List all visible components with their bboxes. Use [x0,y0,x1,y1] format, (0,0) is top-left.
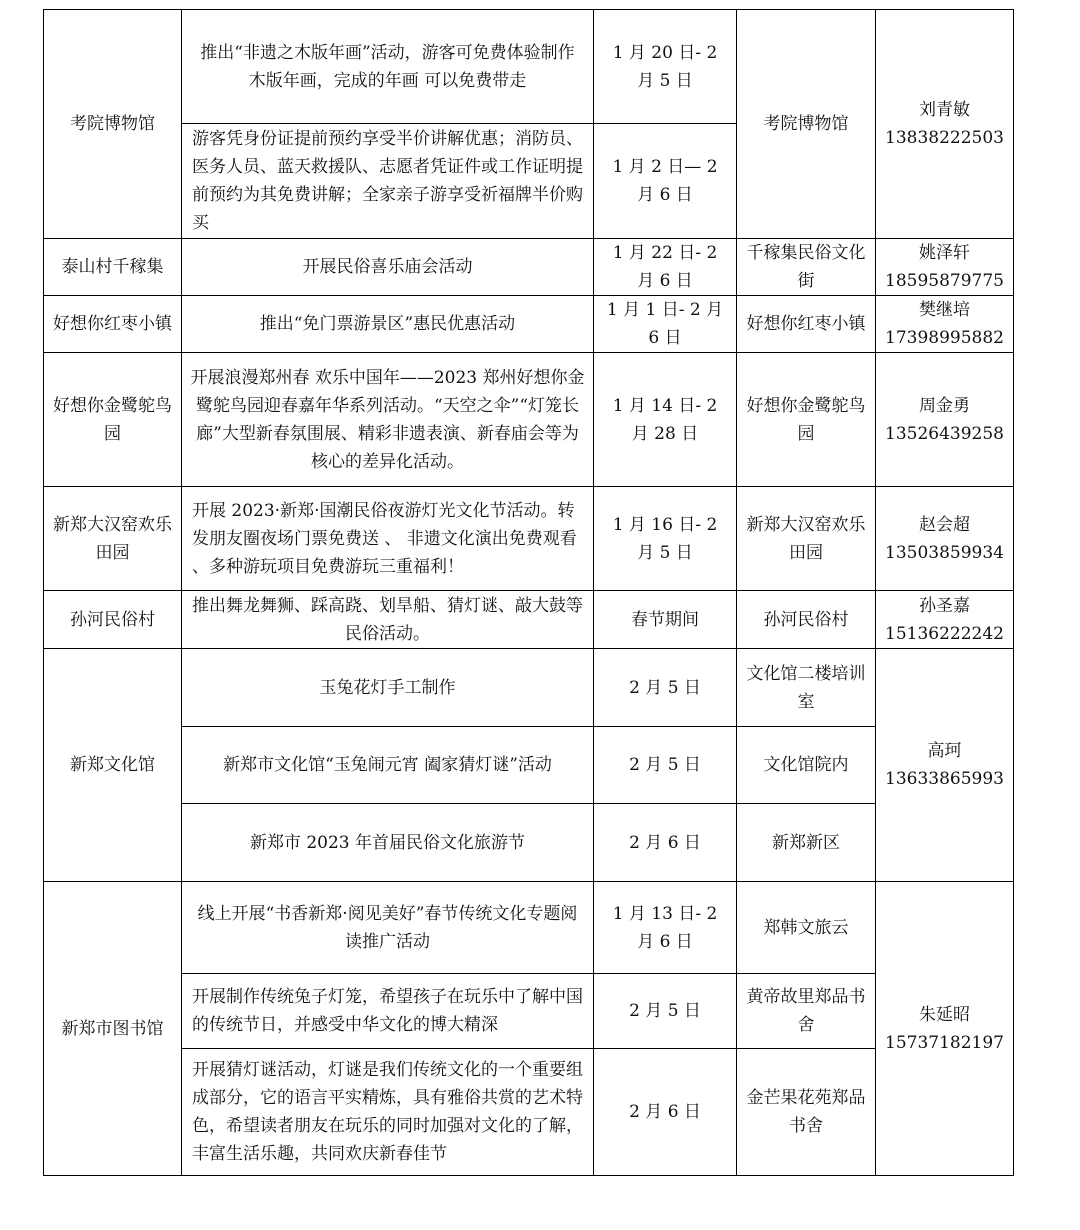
table-row [44,649,1014,727]
activity-cell: 推出舞龙舞狮、踩高跷、划旱船、猜灯谜、敲大鼓等民俗活动。 [182,591,594,649]
activity-cell: 新郑市 2023 年首届民俗文化旅游节 [182,804,594,882]
contact-name: 孙圣嘉 [919,595,970,616]
date-cell: 1 月 2 日— 2 月 6 日 [594,124,737,239]
place-cell: 千稼集民俗文化街 [737,239,876,296]
activity-cell: 线上开展“书香新郑·阅见美好”春节传统文化专题阅读推广活动 [182,882,594,974]
place-cell: 金芒果花苑郑品书舍 [737,1049,876,1176]
activity-cell: 玉兔花灯手工制作 [182,649,594,727]
table-row [44,239,1014,296]
place-cell: 郑韩文旅云 [737,882,876,974]
place-cell: 文化馆院内 [737,727,876,804]
table-row [44,296,1014,353]
table-row [44,10,1014,124]
contact-cell [876,239,1014,296]
date-cell: 1 月 22 日- 2 月 6 日 [594,239,737,296]
contact-phone: 13503859934 [885,542,1004,563]
contact-cell [876,296,1014,353]
date-cell: 2 月 5 日 [594,649,737,727]
table-row [44,804,1014,882]
date-cell: 1 月 20 日- 2 月 5 日 [594,10,737,124]
activity-cell: 开展制作传统兔子灯笼，希望孩子在玩乐中了解中国的传统节日，并感受中华文化的博大精深 [182,974,594,1049]
activity-cell: 开展猜灯谜活动，灯谜是我们传统文化的一个重要组成部分，它的语言平实精炼，具有雅俗共赏的艺术特色，希望读者朋友在玩乐的同时加强对文化的了解，丰富生活乐趣，共同欢庆新春佳节 [182,1049,594,1176]
activity-table [43,9,1014,1176]
contact-name: 周金勇 [919,395,970,416]
venue-cell: 新郑市图书馆 [44,882,182,1176]
table-row [44,487,1014,591]
contact-cell [876,591,1014,649]
date-cell: 2 月 6 日 [594,1049,737,1176]
date-cell: 2 月 5 日 [594,727,737,804]
place-cell: 孙河民俗村 [737,591,876,649]
contact-cell [876,882,1014,1176]
place-cell: 考院博物馆 [737,10,876,239]
contact-name: 高珂 [927,741,962,761]
contact-cell [876,487,1014,591]
date-cell: 2 月 6 日 [594,804,737,882]
contact-phone: 18595879775 [885,271,1004,291]
table-row [44,974,1014,1049]
table-row [44,353,1014,487]
contact-phone: 15737182197 [885,1032,1004,1053]
venue-cell: 新郑大汉窑欢乐田园 [44,487,182,591]
contact-phone: 15136222242 [885,623,1004,644]
table-row [44,1049,1014,1176]
place-cell: 好想你红枣小镇 [737,296,876,353]
contact-name: 朱延昭 [919,1004,970,1025]
place-cell: 文化馆二楼培训室 [737,649,876,727]
contact-name: 赵会超 [919,514,970,535]
contact-phone: 13838222503 [885,128,1004,148]
place-cell: 新郑大汉窑欢乐田园 [737,487,876,591]
date-cell: 2 月 5 日 [594,974,737,1049]
activity-cell: 推出“非遗之木版年画”活动，游客可免费体验制作 木版年画，完成的年画 可以免费带走 [182,10,594,124]
place-cell: 好想你金鹭鸵鸟园 [737,353,876,487]
place-cell: 新郑新区 [737,804,876,882]
contact-phone: 13526439258 [885,423,1004,444]
contact-cell [876,353,1014,487]
date-cell: 1 月 16 日- 2 月 5 日 [594,487,737,591]
venue-cell: 好想你红枣小镇 [44,296,182,353]
contact-cell [876,649,1014,882]
venue-cell: 好想你金鹭鸵鸟园 [44,353,182,487]
venue-cell: 泰山村千稼集 [44,239,182,296]
contact-name: 姚泽轩 [919,243,970,263]
activity-cell: 新郑市文化馆“玉兔闹元宵 阖家猜灯谜”活动 [182,727,594,804]
date-cell: 1 月 13 日- 2 月 6 日 [594,882,737,974]
place-cell: 黄帝故里郑品书舍 [737,974,876,1049]
contact-cell [876,10,1014,239]
activity-cell: 开展民俗喜乐庙会活动 [182,239,594,296]
table-row [44,882,1014,974]
venue-cell: 孙河民俗村 [44,591,182,649]
date-cell: 春节期间 [594,591,737,649]
venue-cell: 考院博物馆 [44,10,182,239]
activity-cell: 推出“免门票游景区”惠民优惠活动 [182,296,594,353]
contact-phone: 13633865993 [885,769,1004,789]
contact-name: 刘青敏 [919,100,970,120]
activity-cell: 游客凭身份证提前预约享受半价讲解优惠；消防员、医务人员、蓝天救援队、志愿者凭证件或工作证明提前预约为其免费讲解；全家亲子游享受祈福牌半价购买 [182,124,594,239]
activity-cell: 开展浪漫郑州春 欢乐中国年——2023 郑州好想你金鹭鸵鸟园迎春嘉年华系列活动。“天空之伞”“灯笼长廊”大型新春氛围展、精彩非遗表演、新春庙会等为核心的差异化活动。 [182,353,594,487]
table-row [44,727,1014,804]
contact-name: 樊继培 [919,300,970,320]
date-cell: 1 月 1 日- 2 月 6 日 [594,296,737,353]
contact-phone: 17398995882 [885,328,1004,348]
date-cell: 1 月 14 日- 2 月 28 日 [594,353,737,487]
table-row [44,591,1014,649]
activity-cell: 开展 2023·新郑·国潮民俗夜游灯光文化节活动。转发朋友圈夜场门票免费送 、 非遗文化演出免费观看 、多种游玩项目免费游玩三重福利！ [182,487,594,591]
venue-cell: 新郑文化馆 [44,649,182,882]
